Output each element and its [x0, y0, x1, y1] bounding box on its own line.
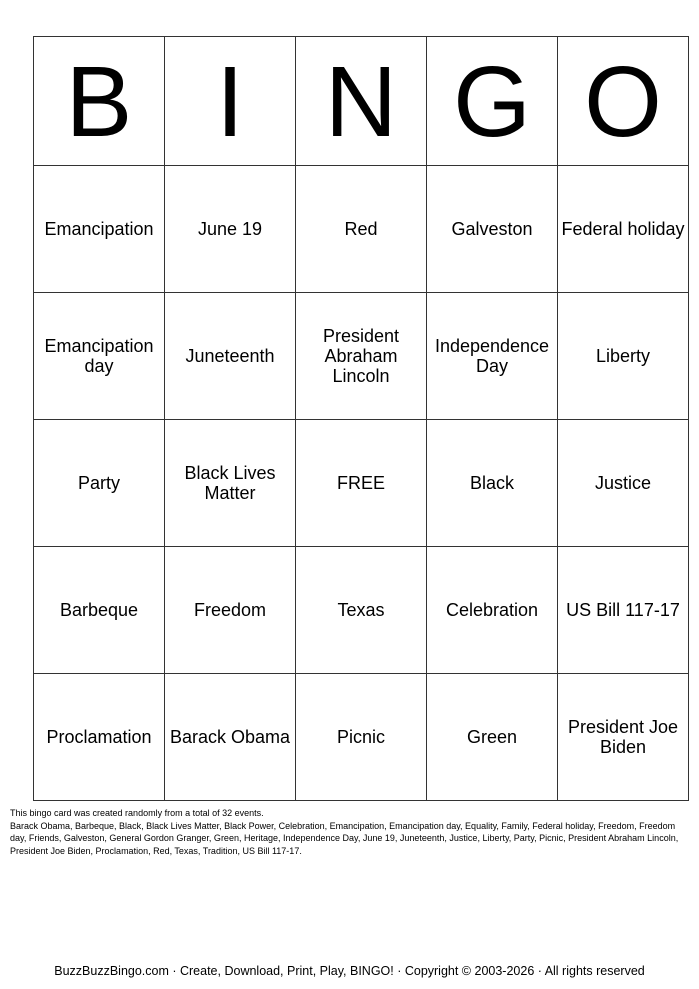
header-letter: B [34, 37, 165, 166]
header-letter: I [165, 37, 296, 166]
bingo-cell: Barbeque [34, 547, 165, 674]
header-row [34, 37, 689, 166]
bingo-cell: Barack Obama [165, 674, 296, 801]
bingo-card [33, 36, 689, 801]
bingo-cell: Picnic [296, 674, 427, 801]
bingo-cell: Celebration [427, 547, 558, 674]
bingo-cell: Galveston [427, 166, 558, 293]
bingo-cell: Texas [296, 547, 427, 674]
card-row [34, 293, 689, 420]
bingo-cell: Freedom [165, 547, 296, 674]
bingo-cell: Black [427, 420, 558, 547]
bingo-cell: US Bill 117-17 [558, 547, 689, 674]
header-letter: O [558, 37, 689, 166]
card-row [34, 674, 689, 801]
bingo-cell: Party [34, 420, 165, 547]
bingo-cell: Emancipation day [34, 293, 165, 420]
card-description [10, 807, 682, 857]
bingo-cell: Liberty [558, 293, 689, 420]
bingo-cell: June 19 [165, 166, 296, 293]
bingo-cell: President Joe Biden [558, 674, 689, 801]
free-space-cell: FREE [296, 420, 427, 547]
event-list: Barack Obama, Barbeque, Black, Black Lives Matter, Black Power, Celebration, Emancipation, Emancipation day, Equality, Family, Federal holiday, Freedom, Freedom day, Friends, Galveston, General Gordon Granger, Green, Heritage, Independence Day, June 19, Juneteenth, Justice, Liberty, Party, Picnic, President Abraham Lincoln, President Joe Biden, Proclamation, Red, Texas, Tradition, US Bill 117-17. [10, 820, 679, 856]
bingo-cell: Black Lives Matter [165, 420, 296, 547]
bingo-cell: Justice [558, 420, 689, 547]
card-row [34, 547, 689, 674]
bingo-cell: President Abraham Lincoln [296, 293, 427, 420]
card-row [34, 420, 689, 547]
header-letter: G [427, 37, 558, 166]
bingo-cell: Green [427, 674, 558, 801]
footer-copyright: BuzzBuzzBingo.com · Create, Download, Print, Play, BINGO! · Copyright © 2003-2026 · All rights reserved [54, 964, 645, 978]
card-row [34, 166, 689, 293]
bingo-cell: Emancipation [34, 166, 165, 293]
bingo-cell: Juneteenth [165, 293, 296, 420]
description-intro: This bingo card was created randomly from a total of 32 events. [10, 808, 264, 818]
bingo-cell: Independence Day [427, 293, 558, 420]
bingo-cell: Red [296, 166, 427, 293]
bingo-cell: Proclamation [34, 674, 165, 801]
bingo-cell: Federal holiday [558, 166, 689, 293]
header-letter: N [296, 37, 427, 166]
